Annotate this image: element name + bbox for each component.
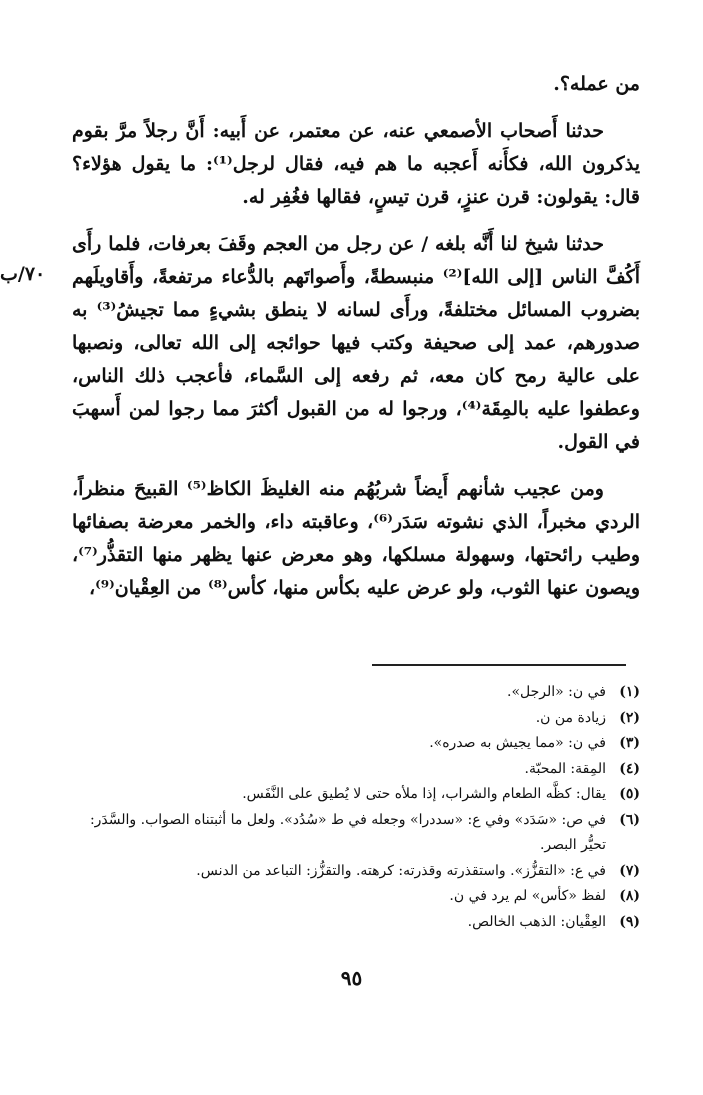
footnote-text: في ص: «سَدَد» وفي ع: «سددرا» وجعله في ط «سُدُد». ولعل ما أثبتناه الصواب. والسَّدَر: تحيُّر البصر. [89,811,606,853]
footnote-separator [372,664,626,666]
footnote-4 [88,757,640,783]
footnote-text: في ع: «التقزُّز». واستقذرته وقذرته: كرهته. والتقزُّز: التباعد من الدنس. [196,862,606,879]
footnote-number: (٦) [619,811,640,828]
footnote-2 [88,706,640,732]
paragraph-2: حدثنا أَصحاب الأصمعي عنه، عن معتمر، عن أَبيه: أَنَّ رجلاً مرَّ بقوم يذكرون الله، فكأَنه أَعجبه ما هم فيه، فقال لرجل⁽¹⁾: ما يقول هؤلاء؟ قال: يقولون: قرن عنزٍ، قرن تيسٍ، فقالها فغُفِر له. [72,120,640,208]
footnote-number: (٤) [619,760,640,777]
footnote-number: (٥) [619,786,640,802]
footnotes-list [88,680,640,935]
footnote-5 [88,782,640,808]
footnote-text: في ن: «الرجل». [507,684,606,700]
page-number: ٩٥ [340,966,363,990]
footnote-9 [88,910,640,936]
footnote-text: العِقْيان: الذهب الخالص. [467,913,606,930]
footnote-1 [88,680,640,706]
paragraph-4: ومن عجيب شأنهم أَيضاً شربُهُم منه الغليظَ الكاظ⁽⁵⁾ القبيحَ منظراً، الردي مخبراً، الذي نشوته سَدَر⁽⁶⁾، وعاقبته داء، والخمر معرضة بصفائها وطيب رائحتها، وسهولة مسلكها، وهو معرض عنها يظهر منها التقذُّر⁽⁷⁾، ويصون عنها الثوب، ولو عرض عليه بكأس منها، كأس⁽⁸⁾ من العِقْيان⁽⁹⁾، [72,478,640,599]
footnote-3 [88,731,640,757]
footnote-6 [88,808,640,859]
footnote-text: المِقة: المحبّة. [524,760,606,777]
footnote-7 [88,859,640,885]
footnote-number: (٧) [619,862,640,879]
paragraph-3: حدثنا شيخ لنا أَنَّه بلغه / عن رجل من العجم وقَفَ بعرفات، فلما رأَى أَكُفَّ الناس [إلى الله]⁽²⁾ منبسطةً، وأَصواتَهم بالدُّعاء مرتفعةً، وأَقاويلَهم بضروب المسائل مختلفةً، ورأَى لسانه لا ينطق بشيءٍ مما تجيشُ⁽³⁾ به صدورهم، عمد إلى صحيفة وكتب فيها حوائجه إلى الله تعالى، ونصبها على عالية رمح كان معه، ثم رفعه إلى السَّماء، فأعجب ذلك الناس، وعطفوا عليه بالمِقَة⁽⁴⁾، ورجوا له من القبول أكثرَ مما رجوا لمن أَسهبَ في القول. [72,233,640,453]
footnote-text: في ن: «مما يجيش به صدره». [429,735,606,751]
folio-margin-note: ٧٠/ب [0,263,46,285]
footnote-number: (١) [619,684,640,700]
footnote-text: زيادة من ن. [535,709,606,726]
footnote-number: (٩) [619,913,640,930]
footnote-text: يقال: كظَّه الطعام والشراب، إذا ملأه حتى لا يُطيق على النَّفَس. [242,786,606,802]
main-text [72,68,640,605]
paragraph-1: من عمله؟. [553,73,640,95]
footnote-number: (٣) [619,735,640,751]
footnote-number: (٢) [619,709,640,726]
footnote-text: لفظ «كأس» لم يرد في ن. [449,888,606,904]
footnote-8 [88,884,640,910]
footnote-number: (٨) [619,888,640,904]
